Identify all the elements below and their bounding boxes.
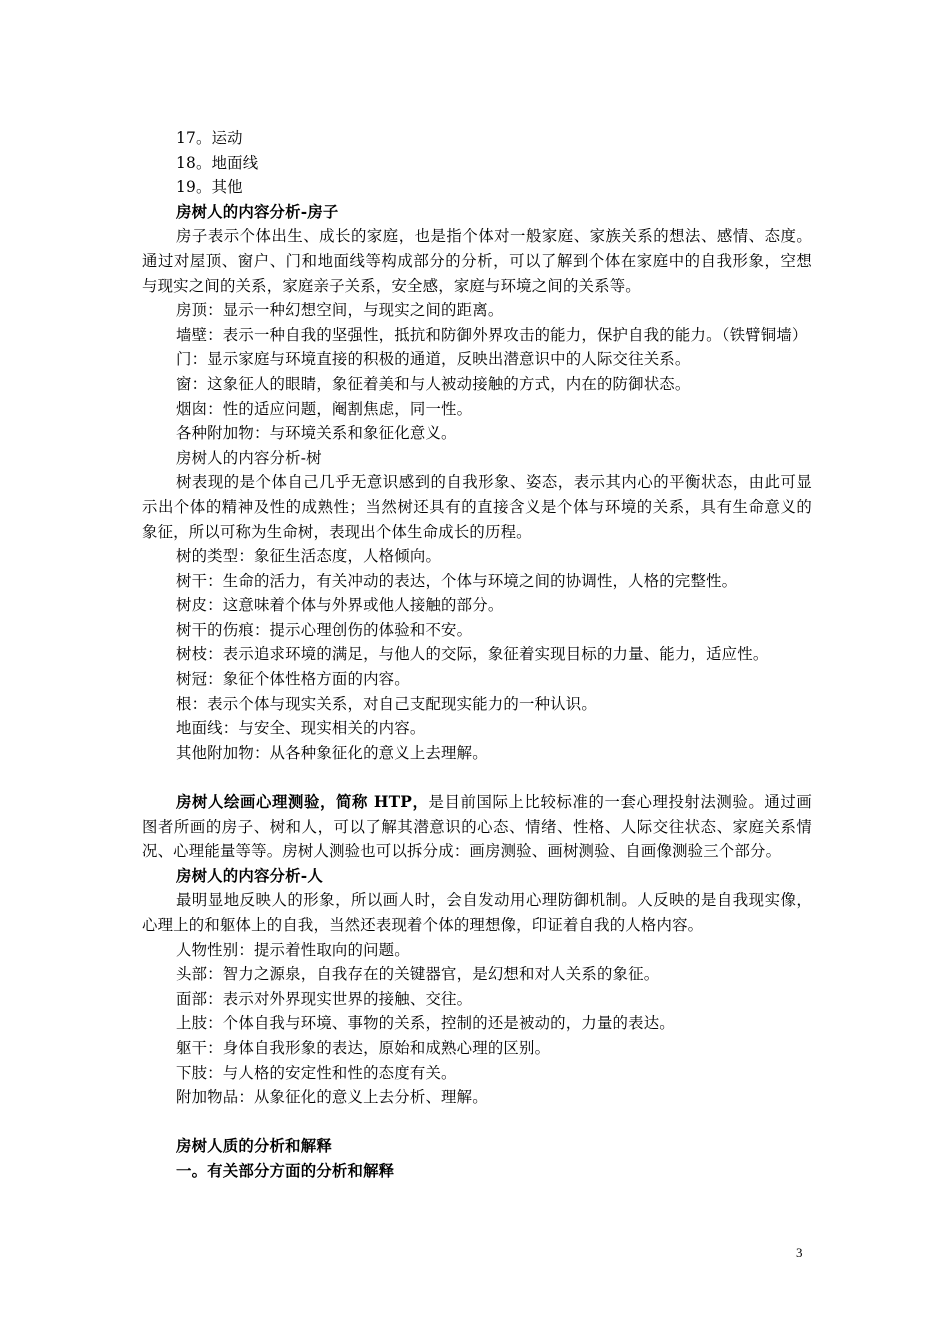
house-item-roof: 房顶：显示一种幻想空间，与现实之间的距离。 xyxy=(176,301,504,320)
paragraph-htp-intro xyxy=(142,790,812,864)
tree-item: 树皮：这意味着个体与外界或他人接触的部分。 xyxy=(176,596,504,615)
tree-item: 树干的伤痕：提示心理创伤的体验和不安。 xyxy=(176,620,473,639)
tree-item: 地面线：与安全、现实相关的内容。 xyxy=(176,719,426,738)
list-item: 17。运动 xyxy=(176,129,243,147)
house-item-attachments: 各种附加物：与环境关系和象征化意义。 xyxy=(176,424,457,443)
tree-item: 树冠：象征个体性格方面的内容。 xyxy=(176,670,410,689)
paragraph-person-intro: 最明显地反映人的形象，所以画人时，会自发动用心理防御机制。人反映的是自我现实像，心理上的和躯体上的自我，当然还表现着个体的理想像，印证着自我的人格内容。 xyxy=(142,891,812,934)
person-item: 上肢：个体自我与环境、事物的关系，控制的还是被动的，力量的表达。 xyxy=(176,1014,675,1033)
htp-bold-lead: 房树人绘画心理测验，简称 HTP， xyxy=(176,793,429,812)
house-item-wall: 墙壁：表示一种自我的坚强性，抵抗和防御外界攻击的能力，保护自我的能力。（铁臂铜墙） xyxy=(176,325,808,344)
blank-line xyxy=(142,1110,812,1135)
person-item: 面部：表示对外界现实世界的接触、交往。 xyxy=(176,989,473,1008)
section-heading-tree: 房树人的内容分析-树 xyxy=(176,448,322,467)
htp-text: 是目前国际上比较标准的一套心理投射法测验。通过画图者所画的房子、树和人，可以了解其潜意识的心态、情绪、性格、人际交往状态、家庭关系情况、心理能量等等。房树人测验也可以拆分成：画房测验、画树测验、自画像测验三个部分。 xyxy=(142,793,813,861)
blank-line xyxy=(142,765,812,790)
paragraph-house-intro: 房子表示个体出生、成长的家庭，也是指个体对一般家庭、家族关系的想法、感情、态度。通过对屋顶、窗户、门和地面线等构成部分的分析，可以了解到个体在家庭中的自我形象，空想与现实之间的关系，家庭亲子关系，安全感，家庭与环境之间的关系等。 xyxy=(142,227,812,295)
person-item: 躯干：身体自我形象的表达，原始和成熟心理的区别。 xyxy=(176,1038,551,1057)
house-item-door: 门：显示家庭与环境直接的积极的通道，反映出潜意识中的人际交往关系。 xyxy=(176,350,691,369)
person-item: 人物性别：提示着性取向的问题。 xyxy=(176,940,410,959)
person-item: 头部：智力之源泉，自我存在的关键器官，是幻想和对人关系的象征。 xyxy=(176,965,660,984)
person-item: 附加物品：从象征化的意义上去分析、理解。 xyxy=(176,1088,488,1107)
tree-item: 树干：生命的活力，有关冲动的表达，个体与环境之间的协调性，人格的完整性。 xyxy=(176,571,738,590)
tree-item: 树的类型：象征生活态度，人格倾向。 xyxy=(176,547,442,566)
section-heading-quality: 房树人质的分析和解释 xyxy=(176,1137,332,1156)
tree-item: 其他附加物：从各种象征化的意义上去理解。 xyxy=(176,743,488,762)
person-item: 下肢：与人格的安定性和性的态度有关。 xyxy=(176,1063,457,1082)
paragraph-tree-intro: 树表现的是个体自己几乎无意识感到的自我形象、姿态，表示其内心的平衡状态，由此可显示出个体的精神及性的成熟性；当然树还具有的直接含义是个体与环境的关系，具有生命意义的象征，所以可称为生命树，表现出个体生命成长的历程。 xyxy=(142,473,812,541)
house-item-window: 窗：这象征人的眼睛，象征着美和与人被动接触的方式，内在的防御状态。 xyxy=(176,374,691,393)
section-heading-person: 房树人的内容分析-人 xyxy=(176,866,323,885)
subsection-heading: 一。有关部分方面的分析和解释 xyxy=(176,1161,395,1180)
list-item: 19。其他 xyxy=(176,178,243,197)
house-item-chimney: 烟囱：性的适应问题，阉割焦虑，同一性。 xyxy=(176,399,473,418)
list-item: 18。地面线 xyxy=(176,153,259,172)
page-body xyxy=(142,126,812,1184)
page-number: 3 xyxy=(796,1245,803,1260)
section-heading-house: 房树人的内容分析-房子 xyxy=(176,202,339,221)
tree-item: 树枝：表示追求环境的满足，与他人的交际，象征着实现目标的力量、能力，适应性。 xyxy=(176,645,769,664)
tree-item: 根：表示个体与现实关系，对自己支配现实能力的一种认识。 xyxy=(176,694,597,713)
